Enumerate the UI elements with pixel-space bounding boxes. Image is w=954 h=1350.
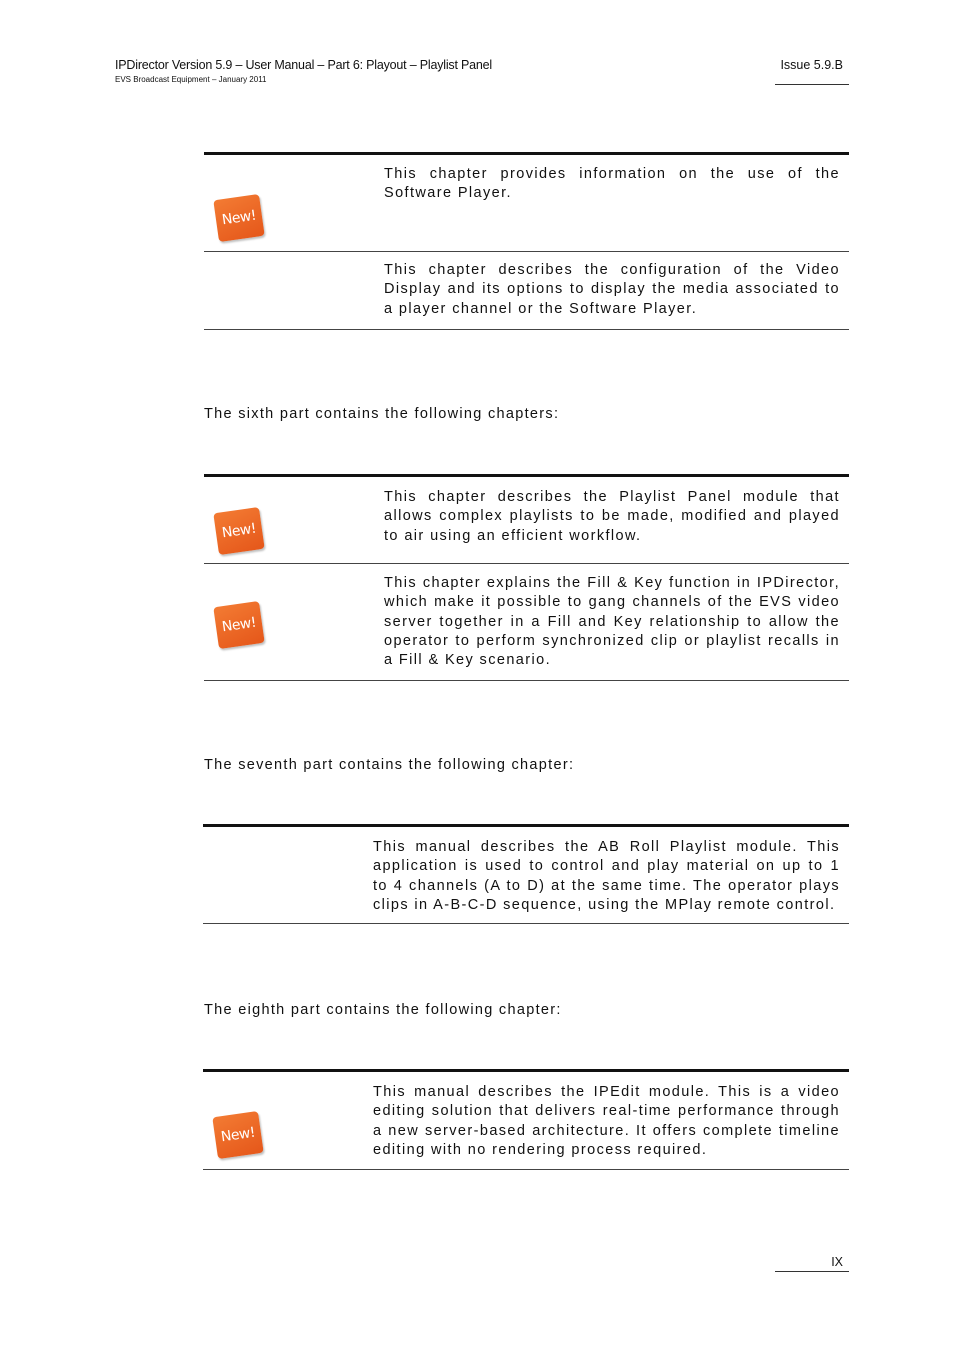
new-badge-icon: New! xyxy=(213,507,264,555)
chapter-description: This chapter provides information on the use of the Software Player. xyxy=(384,166,840,202)
table-row xyxy=(204,477,849,564)
chapter-table-part5 xyxy=(204,152,849,330)
chapter-description: This chapter describes the configuration of the Video Display and its options to display the media associated to a player channel or the Software Player. xyxy=(384,262,840,317)
table-row xyxy=(203,827,849,924)
intro-part7: The seventh part contains the following chapter: xyxy=(204,757,575,773)
header-issue: Issue 5.9.B xyxy=(780,58,843,72)
table-row xyxy=(204,252,849,330)
new-badge-icon: New! xyxy=(212,1111,263,1159)
table-row xyxy=(204,564,849,681)
chapter-description: This chapter describes the Playlist Panel module that allows complex playlists to be made, modified and played to air using an efficient workflow. xyxy=(384,489,840,544)
chapter-description: This chapter explains the Fill & Key function in IPDirector, which make it possible to gang channels of the EVS video server together in a Fill and Key relationship to allow the operator to perform synchronized clip or playlist recalls in a Fill & Key scenario. xyxy=(384,575,840,669)
header-rule xyxy=(775,84,849,85)
chapter-description: This manual describes the IPEdit module. This is a video editing solution that delivers real-time performance through a new server-based architecture. It offers complete timeline editing with no rendering process required. xyxy=(373,1084,840,1158)
footer-rule xyxy=(775,1271,849,1272)
new-badge-icon: New! xyxy=(213,601,264,649)
header-subtitle: EVS Broadcast Equipment – January 2011 xyxy=(115,75,267,84)
table-row xyxy=(204,155,849,252)
intro-part8: The eighth part contains the following chapter: xyxy=(204,1002,562,1018)
intro-part6: The sixth part contains the following chapters: xyxy=(204,406,560,422)
chapter-table-part7 xyxy=(203,824,849,924)
chapter-table-part8 xyxy=(203,1069,849,1170)
header-title: IPDirector Version 5.9 – User Manual – Part 6: Playout – Playlist Panel xyxy=(115,58,492,72)
chapter-description: This manual describes the AB Roll Playlist module. This application is used to control and play material on up to 1 to 4 channels (A to D) at the same time. The operator plays clips in A-B-C-D sequence, using the MPlay remote control. xyxy=(373,839,840,913)
table-row xyxy=(203,1072,849,1170)
new-badge-icon: New! xyxy=(213,194,264,242)
chapter-table-part6 xyxy=(204,474,849,681)
page-number: IX xyxy=(831,1255,843,1269)
